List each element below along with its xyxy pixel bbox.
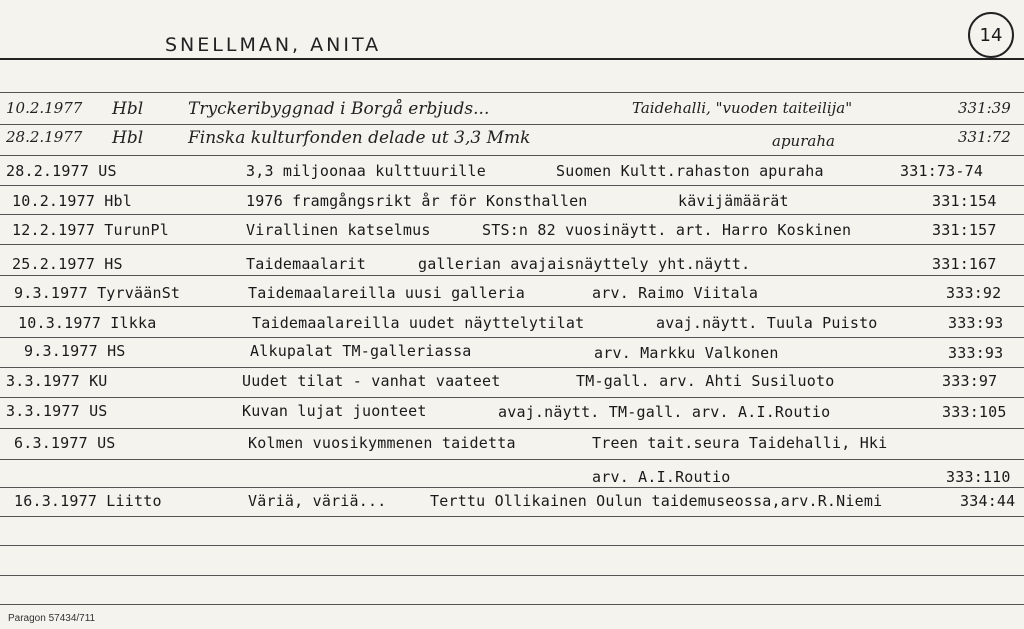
entry-note: kävijämäärät (678, 192, 789, 210)
entry-date: 3.3.1977 KU (6, 372, 108, 390)
entry-date: 6.3.1977 US (14, 434, 116, 452)
rule (0, 155, 1024, 156)
entry-title: Kuvan lujat juonteet (242, 402, 427, 420)
entry-source: Hbl (112, 99, 144, 119)
rule (0, 397, 1024, 398)
entry-ref: 331:73-74 (900, 162, 984, 180)
rule (0, 604, 1024, 605)
entry-date: 12.2.1977 TurunPl (12, 221, 169, 239)
entry-ref: 331:154 (932, 192, 997, 210)
rule (0, 516, 1024, 517)
entry-title: Kolmen vuosikymmenen taidetta (248, 434, 516, 452)
entry-title: Väriä, väriä... (248, 492, 387, 510)
entry-title: Taidemaalarit (246, 255, 366, 273)
entry-title: Tryckeribyggnad i Borgå erbjuds... (188, 99, 490, 119)
entry-ref: 334:44 (960, 492, 1016, 510)
entry-note: avaj.näytt. TM-gall. arv. A.I.Routio (498, 403, 831, 421)
entry-note: arv. Markku Valkonen (594, 344, 779, 362)
entry-date: 9.3.1977 TyrväänSt (14, 284, 181, 302)
card-footer: Paragon 57434/711 (8, 613, 96, 624)
page-number-badge: 14 (968, 12, 1014, 58)
entry-date: 16.3.1977 Liitto (14, 492, 162, 510)
entry-ref: 333:110 (946, 468, 1011, 486)
entry-title: Uudet tilat - vanhat vaateet (242, 372, 501, 390)
entry-date: 10.2.1977 Hbl (12, 192, 132, 210)
entry-note-continued: arv. A.I.Routio (592, 468, 731, 486)
entry-date: 28.2.1977 US (6, 162, 117, 180)
entry-date: 28.2.1977 (6, 128, 83, 146)
rule (0, 487, 1024, 488)
entry-title: 1976 framgångsrikt år för Konsthallen (246, 192, 588, 210)
rule (0, 306, 1024, 307)
entry-ref: 333:93 (948, 314, 1004, 332)
entry-note: apuraha (772, 132, 835, 150)
rule (0, 575, 1024, 576)
rule (0, 428, 1024, 429)
rule (0, 459, 1024, 460)
header-rule (0, 58, 1024, 60)
rule (0, 214, 1024, 215)
entry-date: 3.3.1977 US (6, 402, 108, 420)
entry-title: Taidemaalareilla uudet näyttelytilat (252, 314, 585, 332)
entry-note: STS:n 82 vuosinäytt. art. Harro Koskinen (482, 221, 852, 239)
entry-title: Finska kulturfonden delade ut 3,3 Mmk (188, 128, 531, 148)
entry-ref: 333:92 (946, 284, 1002, 302)
entry-note: TM-gall. arv. Ahti Susiluoto (576, 372, 835, 390)
rule (0, 545, 1024, 546)
entry-date: 10.3.1977 Ilkka (18, 314, 157, 332)
entry-ref: 331:72 (958, 128, 1011, 146)
entry-ref: 333:93 (948, 344, 1004, 362)
entry-ref: 331:157 (932, 221, 997, 239)
entry-ref: 333:105 (942, 403, 1007, 421)
entry-source: Hbl (112, 128, 144, 148)
entry-note: Suomen Kultt.rahaston apuraha (556, 162, 824, 180)
entry-date: 9.3.1977 HS (24, 342, 126, 360)
rule (0, 275, 1024, 276)
entry-note: Treen tait.seura Taidehalli, Hki (592, 434, 888, 452)
entry-title: Taidemaalareilla uusi galleria (248, 284, 525, 302)
entry-note: Taidehalli, "vuoden taiteilija" (632, 99, 853, 117)
entry-note: gallerian avajaisnäyttely yht.näytt. (418, 255, 751, 273)
entry-title: 3,3 miljoonaa kulttuurille (246, 162, 486, 180)
rule (0, 185, 1024, 186)
entry-date: 10.2.1977 (6, 99, 83, 117)
entry-title: Alkupalat TM-galleriassa (250, 342, 472, 360)
entry-ref: 331:167 (932, 255, 997, 273)
rule (0, 367, 1024, 368)
entry-note: avaj.näytt. Tuula Puisto (656, 314, 878, 332)
entry-note: arv. Raimo Viitala (592, 284, 759, 302)
rule (0, 92, 1024, 93)
rule (0, 124, 1024, 125)
entry-ref: 333:97 (942, 372, 998, 390)
entry-date: 25.2.1977 HS (12, 255, 123, 273)
entry-ref: 331:39 (958, 99, 1011, 117)
rule (0, 337, 1024, 338)
rule (0, 244, 1024, 245)
card-title: SNELLMAN, ANITA (165, 34, 382, 56)
entry-title: Virallinen katselmus (246, 221, 431, 239)
entry-note: Terttu Ollikainen Oulun taidemuseossa,arv.R.Niemi (430, 492, 883, 510)
